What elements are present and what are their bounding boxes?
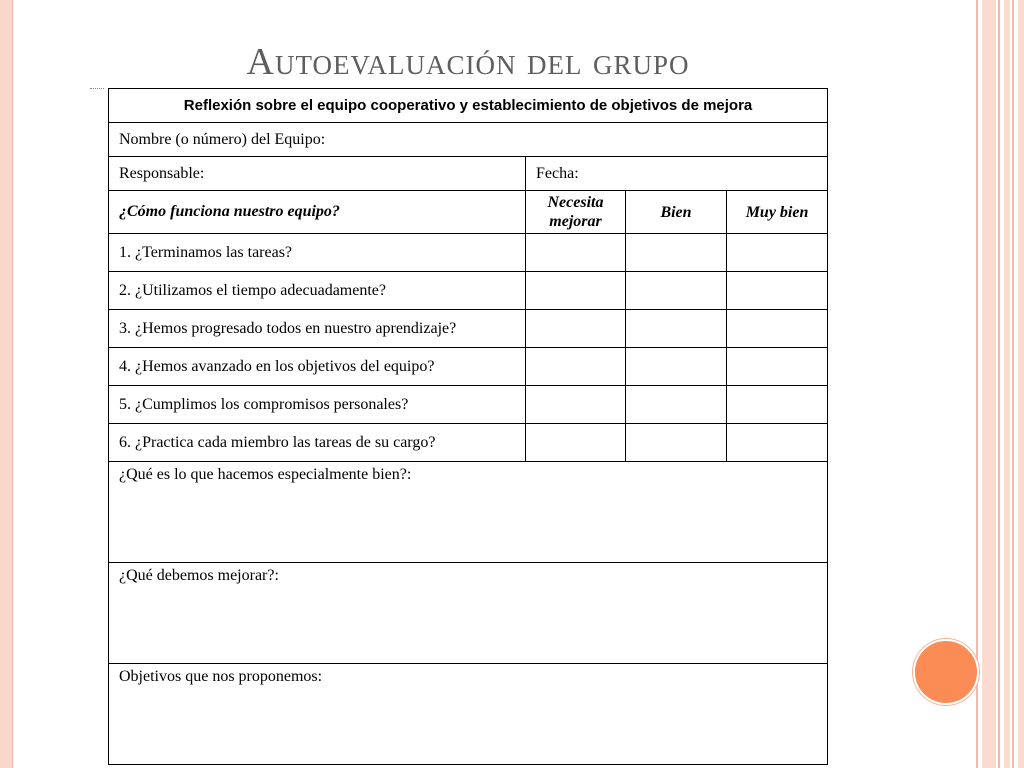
- rating-cell-5-very-good[interactable]: [727, 386, 828, 424]
- date-field[interactable]: Fecha:: [526, 157, 828, 191]
- goals-answer-box[interactable]: Objetivos que nos proponemos:: [109, 664, 828, 765]
- rating-header-very-good: Muy bien: [727, 191, 828, 234]
- left-edge-bar: [0, 0, 13, 768]
- self-assessment-form: [108, 88, 828, 765]
- rating-cell-4-very-good[interactable]: [727, 348, 828, 386]
- team-name-field[interactable]: Nombre (o número) del Equipo:: [109, 123, 828, 157]
- rating-cell-6-needs-improvement[interactable]: [526, 424, 626, 462]
- rating-cell-5-needs-improvement[interactable]: [526, 386, 626, 424]
- rating-header-good: Bien: [626, 191, 727, 234]
- question-6: 6. ¿Practica cada miembro las tareas de su cargo?: [109, 424, 526, 462]
- rating-cell-1-needs-improvement[interactable]: [526, 234, 626, 272]
- slide-title: Autoevaluación del grupo: [246, 41, 690, 83]
- question-2: 2. ¿Utilizamos el tiempo adecuadamente?: [109, 272, 526, 310]
- decorative-mark: [90, 82, 104, 89]
- rating-cell-2-good[interactable]: [626, 272, 727, 310]
- responsible-field[interactable]: Responsable:: [109, 157, 526, 191]
- rating-cell-1-good[interactable]: [626, 234, 727, 272]
- rating-cell-2-needs-improvement[interactable]: [526, 272, 626, 310]
- rating-cell-3-good[interactable]: [626, 310, 727, 348]
- strengths-answer-box[interactable]: ¿Qué es lo que hacemos especialmente bien?:: [109, 462, 828, 563]
- rating-header-needs-improvement: Necesita mejorar: [526, 191, 626, 234]
- rating-cell-3-needs-improvement[interactable]: [526, 310, 626, 348]
- rating-cell-6-very-good[interactable]: [727, 424, 828, 462]
- rating-cell-3-very-good[interactable]: [727, 310, 828, 348]
- right-decorative-stripes: [976, 0, 1024, 768]
- question-header: ¿Cómo funciona nuestro equipo?: [109, 191, 526, 234]
- question-3: 3. ¿Hemos progresado todos en nuestro aprendizaje?: [109, 310, 526, 348]
- question-1: 1. ¿Terminamos las tareas?: [109, 234, 526, 272]
- question-5: 5. ¿Cumplimos los compromisos personales?: [109, 386, 526, 424]
- question-4: 4. ¿Hemos avanzado en los objetivos del equipo?: [109, 348, 526, 386]
- rating-cell-1-very-good[interactable]: [727, 234, 828, 272]
- rating-cell-5-good[interactable]: [626, 386, 727, 424]
- rating-cell-6-good[interactable]: [626, 424, 727, 462]
- form-header: Reflexión sobre el equipo cooperativo y establecimiento de objetivos de mejora: [109, 89, 828, 123]
- rating-cell-4-good[interactable]: [626, 348, 727, 386]
- rating-cell-4-needs-improvement[interactable]: [526, 348, 626, 386]
- improvements-answer-box[interactable]: ¿Qué debemos mejorar?:: [109, 563, 828, 664]
- decorative-circle: [913, 639, 979, 705]
- rating-cell-2-very-good[interactable]: [727, 272, 828, 310]
